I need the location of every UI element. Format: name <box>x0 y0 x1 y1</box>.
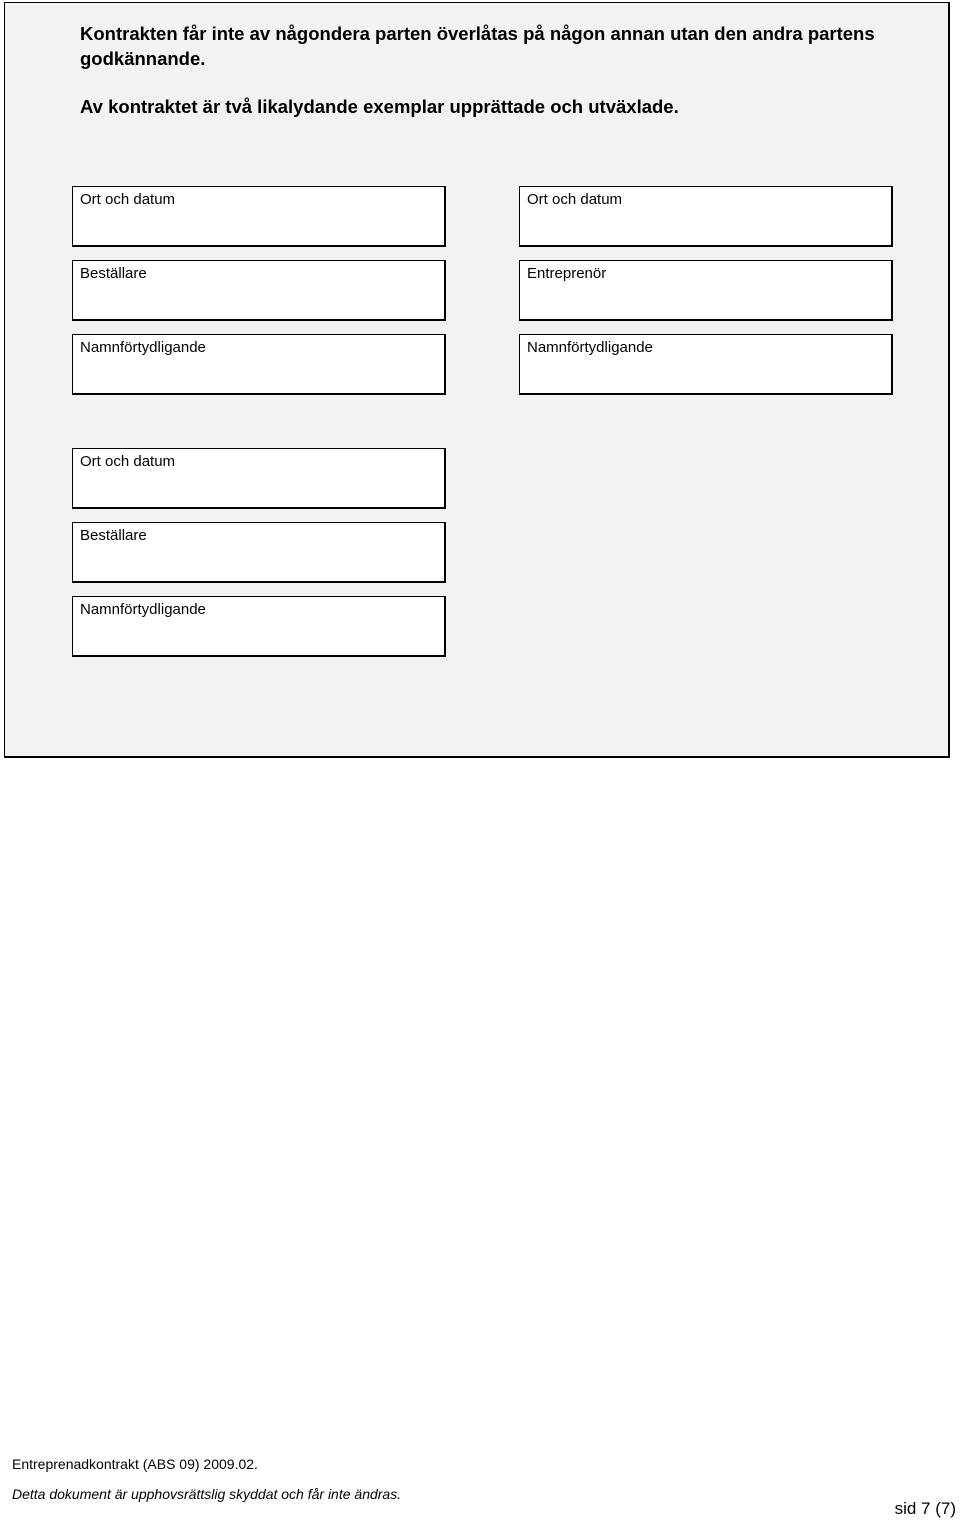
client-name-clarification-field[interactable] <box>72 334 446 395</box>
client-place-date-field[interactable] <box>72 186 446 247</box>
contractor-place-date-field[interactable] <box>519 186 893 247</box>
contractor-name-clarification-field[interactable] <box>519 334 893 395</box>
field-label: Namnförtydligande <box>80 601 206 618</box>
transfer-clause: Kontrakten får inte av någondera parten överlåtas på någon annan utan den andra partens godkännande. <box>80 23 875 69</box>
field-label: Namnförtydligande <box>80 339 206 356</box>
second-client-signature-field[interactable] <box>72 522 446 583</box>
second-client-place-date-field[interactable] <box>72 448 446 509</box>
field-label: Beställare <box>80 527 147 544</box>
second-client-name-clarification-field[interactable] <box>72 596 446 657</box>
field-label: Beställare <box>80 265 147 282</box>
field-label: Ort och datum <box>527 191 623 208</box>
copies-clause: Av kontraktet är två likalydande exemplar upprättade och utväxlade. <box>80 96 679 117</box>
field-label: Ort och datum <box>80 191 176 208</box>
field-label: Ort och datum <box>80 453 176 470</box>
document-title: Entreprenadkontrakt (ABS 09) 2009.02. <box>12 1456 258 1472</box>
client-signature-field[interactable] <box>72 260 446 321</box>
page-number: sid 7 (7) <box>894 1499 956 1518</box>
copyright-note: Detta dokument är upphovsrättslig skyddat och får inte ändras. <box>12 1486 402 1502</box>
contractor-signature-field[interactable] <box>519 260 893 321</box>
field-label: Entreprenör <box>527 265 607 282</box>
field-label: Namnförtydligande <box>527 339 653 356</box>
